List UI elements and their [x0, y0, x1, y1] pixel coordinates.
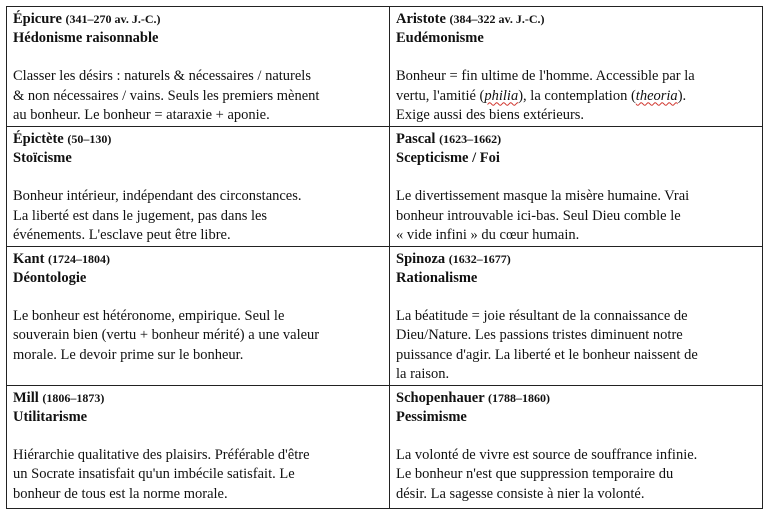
philosopher-heading	[13, 250, 383, 268]
description-line: Dieu/Nature. Les passions tristes diminuent notre	[396, 327, 683, 343]
description-line: Hiérarchie qualitative des plaisirs. Préférable d'être	[13, 446, 310, 463]
cell-aristote	[390, 7, 763, 127]
description-line: Le bonheur n'est que suppression temporaire du	[396, 466, 674, 482]
philosopher-name: Mill	[13, 389, 39, 406]
school-of-thought: Utilitarisme	[13, 408, 88, 425]
text-run: ), la contemplation (	[518, 87, 636, 104]
school-of-thought: Eudémonisme	[396, 30, 484, 46]
table-row	[7, 246, 763, 385]
description-line: Bonheur = fin ultime de l'homme. Accessible par la	[396, 68, 695, 84]
school-of-thought: Hédonisme raisonnable	[13, 30, 159, 46]
description-line	[396, 87, 756, 107]
cell-schopenhauer	[390, 385, 763, 508]
school-of-thought: Pessimisme	[396, 408, 467, 425]
description-line: morale. Le devoir prime sur le bonheur.	[13, 346, 244, 363]
philosopher-heading	[396, 250, 756, 268]
description	[396, 67, 756, 126]
description	[13, 307, 383, 366]
table-row	[7, 7, 763, 127]
philosopher-name: Schopenhauer	[396, 389, 485, 406]
philosopher-name: Spinoza	[396, 250, 446, 267]
philosopher-name: Épictète	[13, 131, 64, 147]
philosopher-dates: (1788–1860)	[488, 390, 550, 405]
description	[396, 187, 756, 246]
greek-term-theoria: theoria	[635, 87, 678, 104]
philosopher-name: Pascal	[396, 131, 436, 147]
school-of-thought: Déontologie	[13, 269, 87, 286]
cell-pascal	[390, 127, 763, 247]
text-run: vertu, l'amitié (	[396, 87, 485, 104]
description	[13, 187, 383, 246]
description-line: désir. La sagesse consiste à nier la volonté.	[396, 485, 645, 502]
philosopher-heading	[13, 389, 383, 407]
philosopher-dates: (384–322 av. J.-C.)	[449, 12, 545, 26]
philosopher-dates: (1623–1662)	[439, 132, 502, 146]
philosopher-heading	[396, 10, 756, 28]
description-line: Le divertissement masque la misère humaine. Vrai	[396, 188, 690, 204]
cell-epicure	[7, 7, 390, 127]
description	[396, 307, 756, 385]
description-line: au bonheur. Le bonheur = ataraxie + aponie.	[13, 107, 270, 123]
table-row	[7, 127, 763, 247]
school-of-thought: Rationalisme	[396, 269, 478, 286]
description-line: La volonté de vivre est source de souffrance infinie.	[396, 446, 698, 463]
philosopher-heading	[396, 130, 756, 148]
philosopher-dates: (1724–1804)	[48, 251, 111, 266]
description	[13, 67, 383, 126]
philosopher-heading	[13, 10, 383, 28]
greek-term-philia: philia	[484, 87, 519, 104]
description-line: La béatitude = joie résultant de la connaissance de	[396, 307, 688, 324]
description-line: la raison.	[396, 366, 450, 382]
table-row	[7, 385, 763, 508]
description-line: Le bonheur est hétéronome, empirique. Seul le	[13, 307, 285, 324]
description	[13, 446, 383, 505]
philosopher-heading	[396, 389, 756, 407]
description-line: événements. L'esclave peut être libre.	[13, 227, 231, 243]
philosopher-dates: (341–270 av. J.-C.)	[65, 12, 161, 26]
philosopher-dates: (1806–1873)	[42, 390, 105, 405]
school-of-thought: Stoïcisme	[13, 150, 72, 166]
description-line: bonheur introuvable ici-bas. Seul Dieu comble le	[396, 207, 681, 224]
cell-spinoza	[390, 246, 763, 385]
cell-kant	[7, 246, 390, 385]
description-line: Classer les désirs : naturels & nécessaires / naturels	[13, 68, 311, 84]
description-line: un Socrate insatisfait qu'un imbécile satisfait. Le	[13, 466, 295, 482]
text-run: ).	[677, 87, 687, 104]
philosopher-name: Aristote	[396, 11, 446, 27]
description-line: Exige aussi des biens extérieurs.	[396, 107, 585, 123]
description-line: « vide infini » du cœur humain.	[396, 227, 580, 243]
philosopher-name: Épicure	[13, 11, 62, 27]
description-line: La liberté est dans le jugement, pas dans les	[13, 207, 268, 224]
philosophers-table	[6, 6, 763, 509]
philosopher-dates: (50–130)	[67, 132, 112, 146]
description	[396, 446, 756, 505]
description-line: Bonheur intérieur, indépendant des circonstances.	[13, 188, 302, 204]
philosopher-name: Kant	[13, 250, 45, 267]
description-line: & non nécessaires / vains. Seuls les premiers mènent	[13, 87, 320, 104]
description-line: souverain bien (vertu + bonheur mérité) a une valeur	[13, 327, 320, 343]
description-line: puissance d'agir. La liberté et le bonheur naissent de	[396, 346, 698, 363]
cell-epictete	[7, 127, 390, 247]
school-of-thought: Scepticisme / Foi	[396, 150, 500, 166]
philosopher-heading	[13, 130, 383, 148]
description-line: bonheur de tous est la norme morale.	[13, 485, 228, 502]
cell-mill	[7, 385, 390, 508]
philosopher-dates: (1632–1677)	[448, 251, 511, 266]
